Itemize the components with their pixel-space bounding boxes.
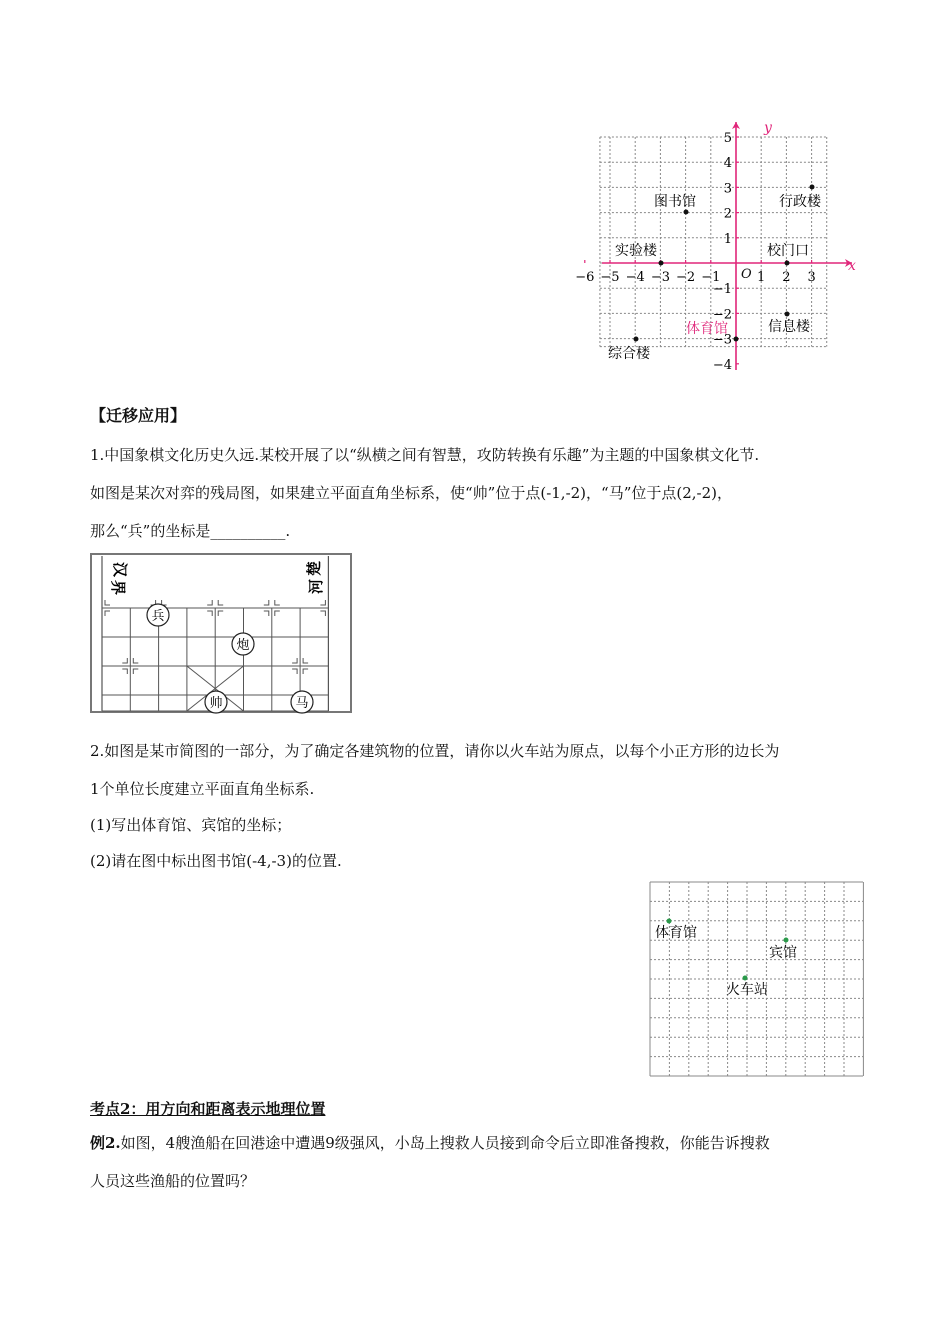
dot-station: [743, 976, 748, 981]
city-map-figure: [648, 880, 866, 1078]
point-admin: [810, 185, 815, 190]
ex2-text: 如图，4艘渔船在回港途中遭遇9级强风，小岛上搜救人员接到命令后立即准备搜救，你能告诉搜救: [120, 1134, 770, 1152]
label-admin: 行政楼: [779, 194, 821, 210]
point-gym: [734, 337, 739, 342]
x-tick-label: −6: [575, 270, 595, 285]
label-lab: 实验楼: [615, 243, 657, 259]
position-marker: [303, 658, 308, 663]
chess-board-figure: [90, 553, 355, 715]
y-tick-label: 1: [723, 231, 732, 247]
position-marker: [207, 600, 212, 605]
point-info: [785, 312, 790, 317]
point-lab: [659, 261, 664, 266]
label-library: 图书馆: [654, 194, 696, 210]
position-marker: [218, 611, 223, 616]
board-grid: [102, 556, 328, 711]
position-marker: [275, 611, 280, 616]
q1-line3-period: .: [285, 522, 291, 540]
dot-gym: [667, 919, 672, 924]
y-tick-label: 2: [723, 206, 732, 222]
q2-sub2: (2)请在图中标出图书馆(-4,-3)的位置.: [90, 852, 342, 870]
position-marker: [264, 611, 269, 616]
river-right-2: 河: [307, 578, 325, 594]
y-tick-label: −3: [712, 332, 732, 348]
y-tick-label: −4: [712, 357, 732, 373]
position-marker: [218, 600, 223, 605]
position-marker: [122, 669, 127, 674]
x-tick-label: −3: [650, 270, 670, 285]
position-marker: [303, 669, 308, 674]
x-tick-label: −1: [701, 270, 721, 285]
x-tick-label: −4: [625, 270, 645, 285]
map-grid: [650, 882, 863, 1076]
point-complex: [634, 337, 639, 342]
position-marker: [105, 611, 110, 616]
origin-label: O: [741, 267, 752, 282]
position-marker: [320, 600, 325, 605]
y-axis-label: y: [764, 120, 772, 136]
x-axis-label: x: [848, 258, 856, 274]
river-right-1: 楚: [305, 560, 323, 576]
q1-line2: 如图是某次对弈的残局图，如果建立平面直角坐标系，使“帅”位于点(-1,-2)，“马”位于点(2,-2)，: [90, 484, 733, 502]
position-marker: [275, 600, 280, 605]
piece-ma-label: 马: [295, 696, 309, 711]
label-info: 信息楼: [768, 319, 810, 335]
y-tick-label: 4: [723, 156, 732, 172]
position-marker: [207, 611, 212, 616]
label-gate: 校门口: [767, 243, 809, 259]
position-marker: [122, 658, 127, 663]
y-tick-label: 5: [723, 131, 732, 146]
x-tick-label: −5: [600, 270, 620, 285]
q1-line1: 1.中国象棋文化历史久远.某校开展了以“纵横之间有智慧，攻防转换有乐趣”为主题的中国象棋文化节.: [90, 446, 760, 464]
label-complex: 综合楼: [608, 346, 650, 362]
y-tick-label: −1: [712, 282, 732, 298]
x-tick-label: 3: [807, 270, 816, 285]
position-marker: [105, 600, 110, 605]
answer-blank: __________: [210, 522, 286, 540]
piece-shuai-label: 帅: [209, 696, 223, 711]
label-gym: 体育馆: [686, 321, 728, 337]
section-title: 【迁移应用】: [90, 406, 187, 425]
q1-line3-text: 那么“兵”的坐标是: [90, 522, 211, 540]
kp2-title: 考点2：用方向和距离表示地理位置: [90, 1100, 326, 1118]
ex2-line1: [90, 1132, 770, 1153]
label-map-hotel: 宾馆: [769, 945, 797, 961]
q2-line2: 1个单位长度建立平面直角坐标系.: [90, 780, 315, 798]
position-marker: [292, 658, 297, 663]
river-left-2: 界: [109, 580, 127, 596]
piece-pao-label: 炮: [236, 638, 250, 653]
x-tick-label: 2: [782, 270, 791, 285]
x-tick-label: 1: [757, 270, 766, 285]
coordinate-plane-figure: [575, 118, 870, 378]
point-library: [684, 210, 689, 215]
dot-hotel: [784, 938, 789, 943]
position-marker: [133, 669, 138, 674]
y-tick-label: 3: [723, 181, 732, 197]
y-tick-label: −2: [712, 307, 732, 323]
river-left-1: 汉: [111, 562, 129, 578]
x-tick-label: −2: [676, 270, 696, 285]
point-gate: [785, 261, 790, 266]
q1-line3: [90, 520, 290, 541]
label-map-station: 火车站: [726, 982, 768, 998]
q2-line1: 2.如图是某市简图的一部分，为了确定各建筑物的位置，请你以火车站为原点，以每个小正方形的边长为: [90, 742, 780, 760]
label-map-gym: 体育馆: [655, 925, 697, 941]
position-marker: [264, 600, 269, 605]
position-marker: [133, 658, 138, 663]
ex2-line2: 人员这些渔船的位置吗？: [90, 1172, 256, 1190]
position-marker: [320, 611, 325, 616]
piece-bing-label: 兵: [151, 609, 165, 624]
ex2-label: 例2.: [90, 1134, 121, 1152]
q2-sub1: (1)写出体育馆、宾馆的坐标；: [90, 816, 292, 834]
position-marker: [292, 669, 297, 674]
